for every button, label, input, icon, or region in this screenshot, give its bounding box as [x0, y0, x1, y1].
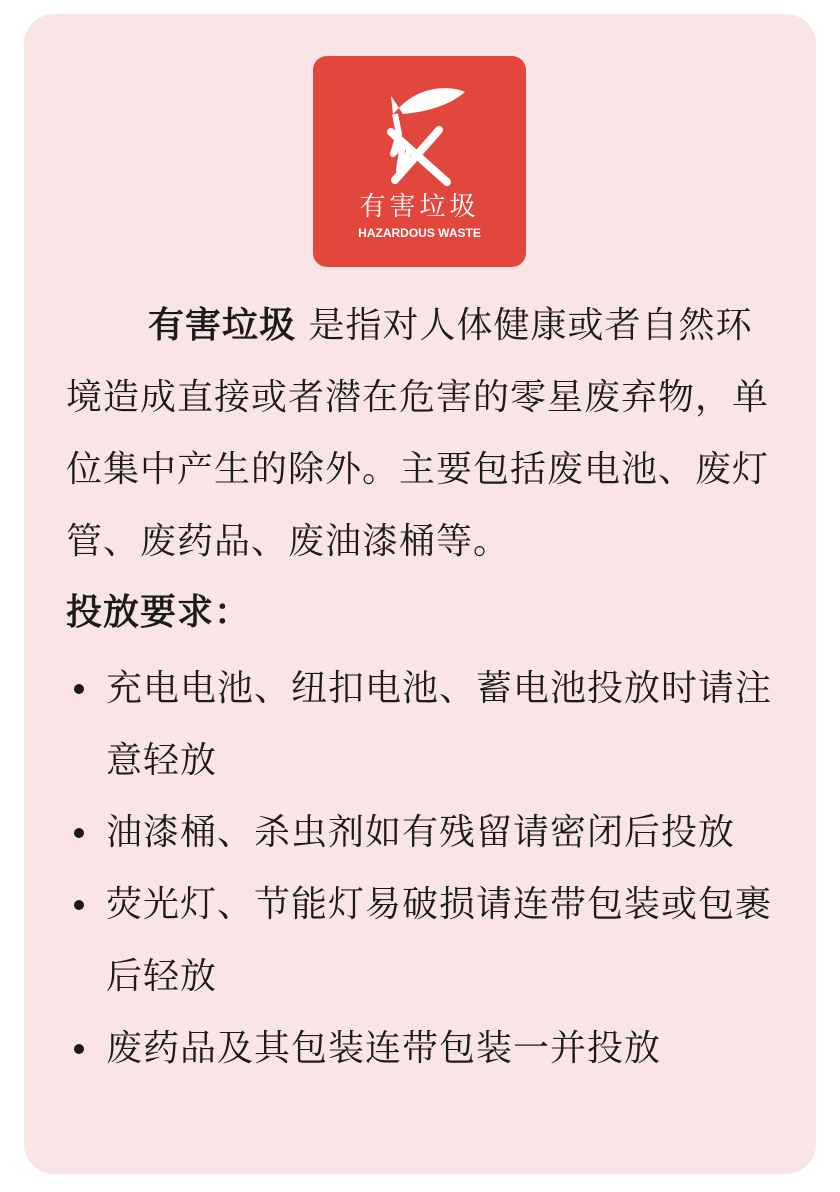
- bullet-icon: [74, 1044, 84, 1054]
- bullet-icon: [74, 684, 84, 694]
- requirements-title: 投放要求：: [66, 592, 252, 633]
- intro-text: 是指对人体健康或者自然环境造成直接或者潜在危害的零星废弃物，单位集中产生的除外。主要包括废电池、废灯管、废药品、废油漆桶等。: [66, 305, 770, 562]
- logo-label-cn: 有害垃圾: [359, 192, 480, 222]
- list-item: [66, 1013, 776, 1085]
- hazardous-waste-logo: [313, 56, 526, 267]
- hazardous-waste-icon: [369, 74, 469, 186]
- list-item: [66, 797, 776, 869]
- list-item-text: 充电电池、纽扣电池、蓄电池投放时请注意轻放: [106, 668, 773, 781]
- intro-paragraph: [66, 290, 776, 578]
- bullet-icon: [74, 828, 84, 838]
- list-item-text: 油漆桶、杀虫剂如有残留请密闭后投放: [106, 812, 736, 853]
- list-item: [66, 653, 776, 797]
- bullet-icon: [74, 900, 84, 910]
- list-item: [66, 869, 776, 1013]
- list-item-text: 荧光灯、节能灯易破损请连带包装或包裹后轻放: [106, 884, 773, 997]
- logo-label-en: HAZARDOUS WASTE: [358, 226, 481, 240]
- requirements-list: [66, 653, 776, 1085]
- list-item-text: 废药品及其包装连带包装一并投放: [106, 1028, 662, 1069]
- intro-term: 有害垃圾: [148, 305, 297, 346]
